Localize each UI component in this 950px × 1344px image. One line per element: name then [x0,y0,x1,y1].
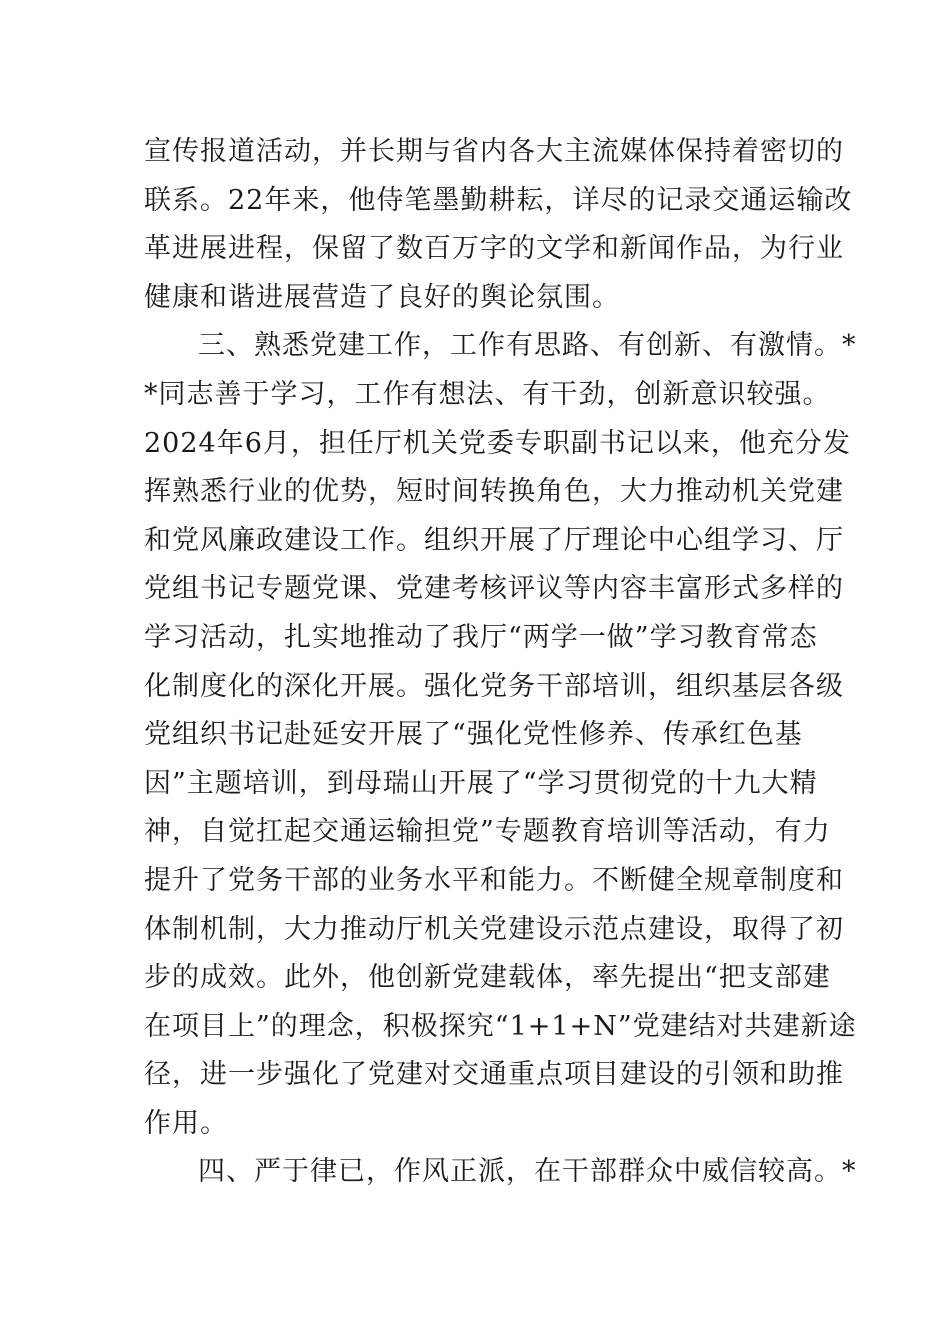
text-line-13: 党组织书记赴延安开展了“强化党性修养、传承红色基 [144,719,803,751]
body-text [144,128,857,1197]
section-heading-4: 四、严于律已，作风正派，在干部群众中威信较高。* [198,1156,857,1188]
text-line-9: 和党风廉政建设工作。组织开展了厅理论中心组学习、厅 [144,524,844,556]
text-line-10: 党组书记专题党课、党建考核评议等内容丰富形式多样的 [144,573,844,605]
text-line-17: 体制机制，大力推动厅机关党建设示范点建设，取得了初 [144,913,844,945]
text-line-8: 挥熟悉行业的优势，短时间转换角色，大力推动机关党建 [144,476,844,508]
text-line-6: *同志善于学习，工作有想法、有干劲，创新意识较强。 [144,378,831,410]
text-line-20: 径，进一步强化了党建对交通重点项目建设的引领和助推 [144,1059,844,1091]
section-heading-3: 三、熟悉党建工作，工作有思路、有创新、有激情。* [198,330,857,362]
text-line-12: 化制度化的深化开展。强化党务干部培训，组织基层各级 [144,670,844,702]
text-line-19: 在项目上”的理念，积极探究“1+1+N”党建结对共建新途 [144,1010,857,1042]
text-line-7: 2024年6月，担任厅机关党委专职副书记以来，他充分发 [144,427,851,459]
text-line-4: 健康和谐进展营造了良好的舆论氛围。 [144,281,620,313]
text-line-1: 宣传报道活动，并长期与省内各大主流媒体保持着密切的 [144,136,844,167]
text-line-15: 神，自觉扛起交通运输担党”专题教育培训等活动，有力 [144,816,831,848]
text-line-18: 步的成效。此外，他创新党建载体，率先提出“把支部建 [144,962,831,994]
text-line-16: 提升了党务干部的业务水平和能力。不断健全规章制度和 [144,864,844,896]
text-line-2: 联系。22年来，他侍笔墨勤耕耘，详尽的记录交通运输改 [144,184,853,216]
text-line-11: 学习活动，扎实地推动了我厅“两学一做”学习教育常态 [144,621,818,653]
text-line-21: 作用。 [144,1107,228,1139]
text-line-3: 革进展进程，保留了数百万字的文学和新闻作品，为行业 [144,233,844,265]
text-line-14: 因”主题培训，到母瑞山开展了“学习贯彻党的十九大精 [144,767,818,799]
